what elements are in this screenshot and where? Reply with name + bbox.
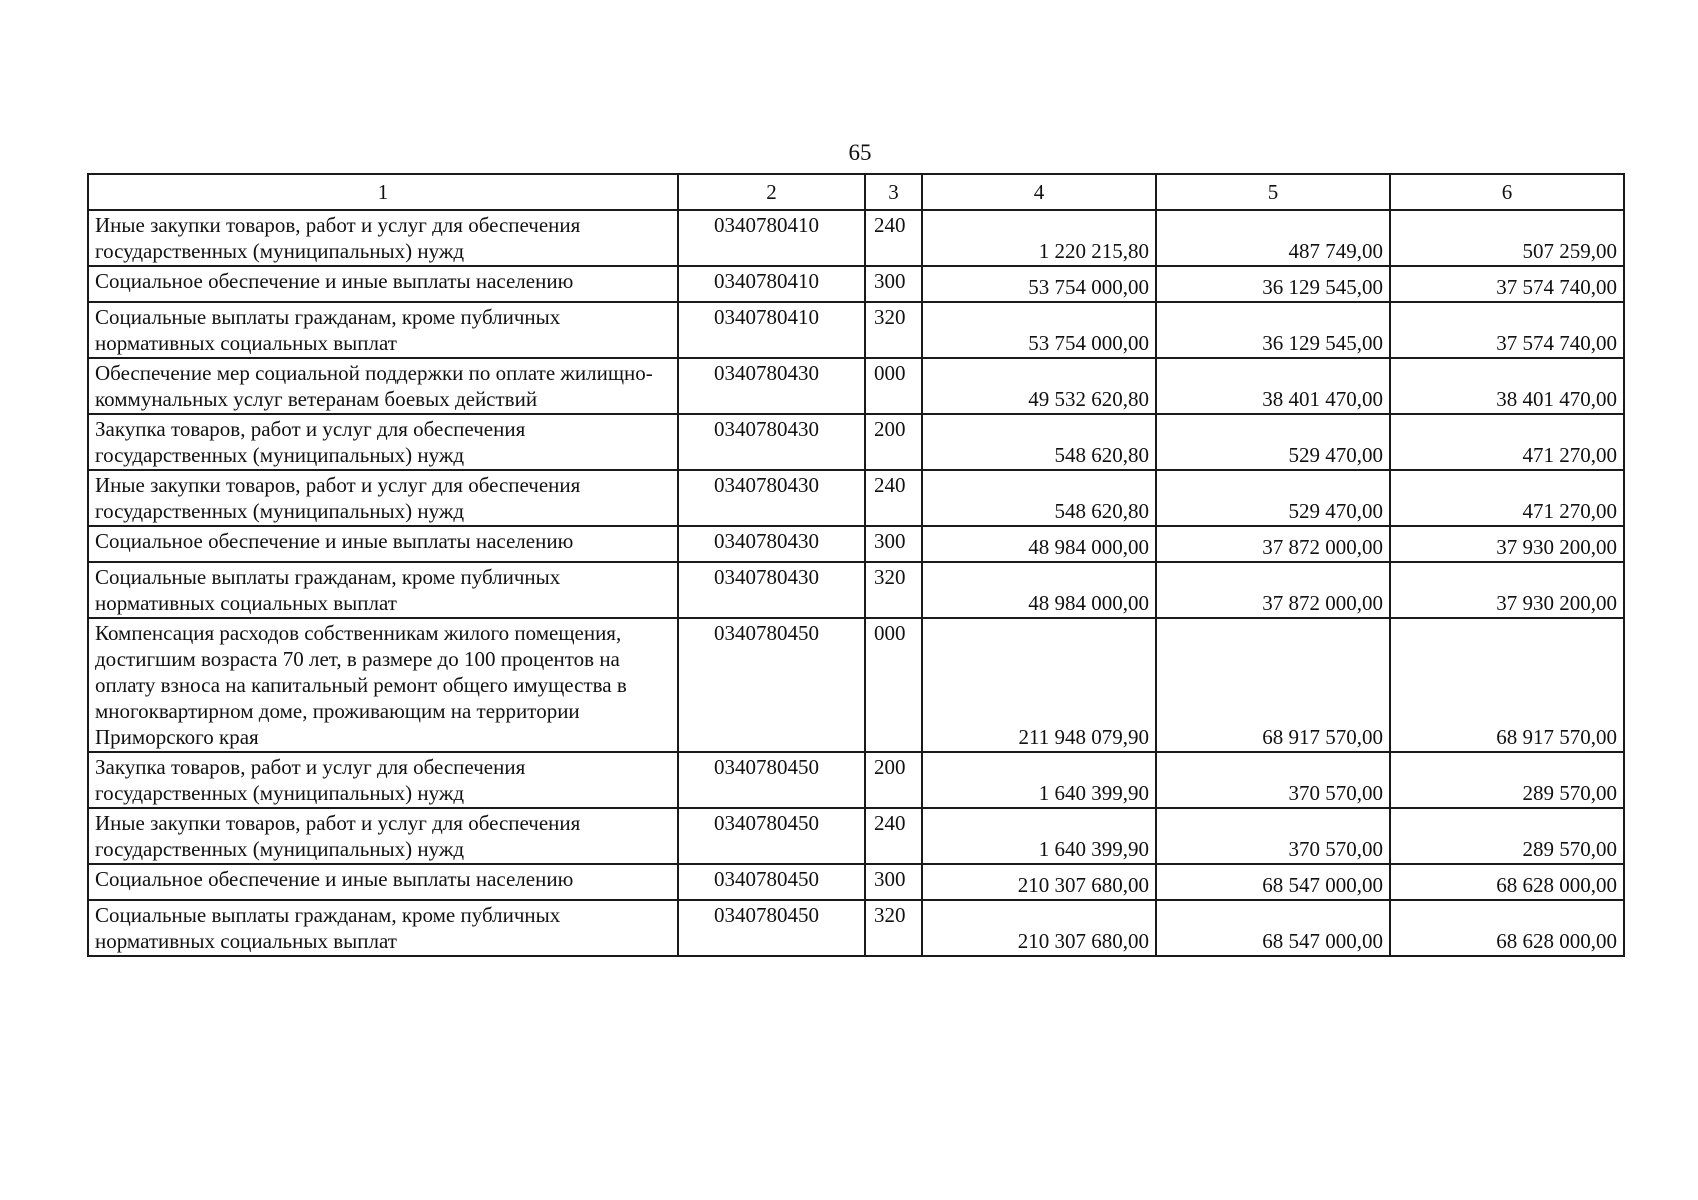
row-amount-col5: 37 872 000,00 (1156, 562, 1390, 618)
row-name-cell: Иные закупки товаров, работ и услуг для обеспечения государственных (муниципальных) нужд (88, 470, 678, 526)
row-name-cell: Иные закупки товаров, работ и услуг для обеспечения государственных (муниципальных) нужд (88, 808, 678, 864)
budget-table (87, 173, 1625, 957)
row-amount-col6: 471 270,00 (1390, 470, 1624, 526)
row-amount-col5: 38 401 470,00 (1156, 358, 1390, 414)
table-header-row (88, 174, 1624, 210)
row-type-cell: 300 (865, 864, 922, 900)
row-amount-col5: 487 749,00 (1156, 210, 1390, 266)
row-amount-col6: 471 270,00 (1390, 414, 1624, 470)
table-row (88, 414, 1624, 470)
row-code-cell: 0340780430 (678, 358, 865, 414)
row-amount-col6: 289 570,00 (1390, 808, 1624, 864)
row-code-cell: 0340780450 (678, 864, 865, 900)
row-amount-col6: 37 930 200,00 (1390, 562, 1624, 618)
table-row (88, 618, 1624, 752)
row-name-cell: Закупка товаров, работ и услуг для обеспечения государственных (муниципальных) нужд (88, 414, 678, 470)
row-type-cell: 200 (865, 414, 922, 470)
column-header: 3 (865, 174, 922, 210)
row-amount-col4: 48 984 000,00 (922, 562, 1156, 618)
table-row (88, 526, 1624, 562)
row-amount-col5: 37 872 000,00 (1156, 526, 1390, 562)
row-name-cell: Социальные выплаты гражданам, кроме публичных нормативных социальных выплат (88, 302, 678, 358)
row-type-cell: 320 (865, 900, 922, 956)
row-name-cell: Социальное обеспечение и иные выплаты населению (88, 864, 678, 900)
row-code-cell: 0340780450 (678, 618, 865, 752)
row-code-cell: 0340780430 (678, 562, 865, 618)
row-amount-col5: 529 470,00 (1156, 470, 1390, 526)
table-row (88, 900, 1624, 956)
row-code-cell: 0340780410 (678, 266, 865, 302)
table-row (88, 470, 1624, 526)
row-amount-col4: 1 640 399,90 (922, 808, 1156, 864)
table-row (88, 266, 1624, 302)
row-code-cell: 0340780450 (678, 752, 865, 808)
row-amount-col6: 37 574 740,00 (1390, 266, 1624, 302)
row-amount-col4: 210 307 680,00 (922, 864, 1156, 900)
row-name-cell: Иные закупки товаров, работ и услуг для обеспечения государственных (муниципальных) нужд (88, 210, 678, 266)
row-amount-col5: 68 917 570,00 (1156, 618, 1390, 752)
row-amount-col6: 68 628 000,00 (1390, 900, 1624, 956)
column-header: 5 (1156, 174, 1390, 210)
row-name-cell: Социальные выплаты гражданам, кроме публичных нормативных социальных выплат (88, 562, 678, 618)
table-row (88, 358, 1624, 414)
row-type-cell: 200 (865, 752, 922, 808)
row-amount-col4: 210 307 680,00 (922, 900, 1156, 956)
column-header: 6 (1390, 174, 1624, 210)
row-amount-col5: 370 570,00 (1156, 752, 1390, 808)
table-row (88, 864, 1624, 900)
row-name-cell: Компенсация расходов собственникам жилого помещения, достигшим возраста 70 лет, в размере до 100 процентов на оплату взноса на капитальный ремонт общего имущества в многоквартирном доме, проживающим на территории Приморского края (88, 618, 678, 752)
row-amount-col4: 1 220 215,80 (922, 210, 1156, 266)
table-row (88, 562, 1624, 618)
row-amount-col5: 36 129 545,00 (1156, 302, 1390, 358)
row-name-cell: Закупка товаров, работ и услуг для обеспечения государственных (муниципальных) нужд (88, 752, 678, 808)
row-type-cell: 300 (865, 266, 922, 302)
row-type-cell: 300 (865, 526, 922, 562)
row-amount-col4: 548 620,80 (922, 470, 1156, 526)
table-row (88, 752, 1624, 808)
row-type-cell: 320 (865, 562, 922, 618)
row-type-cell: 000 (865, 358, 922, 414)
row-amount-col4: 1 640 399,90 (922, 752, 1156, 808)
row-type-cell: 240 (865, 808, 922, 864)
row-code-cell: 0340780410 (678, 210, 865, 266)
row-amount-col6: 289 570,00 (1390, 752, 1624, 808)
row-amount-col5: 68 547 000,00 (1156, 864, 1390, 900)
column-header: 2 (678, 174, 865, 210)
row-amount-col4: 211 948 079,90 (922, 618, 1156, 752)
row-code-cell: 0340780430 (678, 526, 865, 562)
row-type-cell: 240 (865, 210, 922, 266)
column-header: 1 (88, 174, 678, 210)
row-code-cell: 0340780430 (678, 470, 865, 526)
row-amount-col6: 38 401 470,00 (1390, 358, 1624, 414)
row-code-cell: 0340780450 (678, 808, 865, 864)
page-number: 65 (848, 140, 872, 165)
column-header: 4 (922, 174, 1156, 210)
row-amount-col5: 68 547 000,00 (1156, 900, 1390, 956)
row-amount-col4: 53 754 000,00 (922, 302, 1156, 358)
row-amount-col4: 53 754 000,00 (922, 266, 1156, 302)
row-amount-col6: 37 574 740,00 (1390, 302, 1624, 358)
row-amount-col4: 49 532 620,80 (922, 358, 1156, 414)
table-row (88, 808, 1624, 864)
row-name-cell: Социальное обеспечение и иные выплаты населению (88, 526, 678, 562)
row-type-cell: 320 (865, 302, 922, 358)
row-name-cell: Социальное обеспечение и иные выплаты населению (88, 266, 678, 302)
row-amount-col5: 370 570,00 (1156, 808, 1390, 864)
row-amount-col5: 36 129 545,00 (1156, 266, 1390, 302)
row-amount-col4: 548 620,80 (922, 414, 1156, 470)
table-row (88, 302, 1624, 358)
row-name-cell: Обеспечение мер социальной поддержки по оплате жилищно-коммунальных услуг ветеранам боевых действий (88, 358, 678, 414)
row-name-cell: Социальные выплаты гражданам, кроме публичных нормативных социальных выплат (88, 900, 678, 956)
row-amount-col5: 529 470,00 (1156, 414, 1390, 470)
row-type-cell: 240 (865, 470, 922, 526)
row-amount-col6: 37 930 200,00 (1390, 526, 1624, 562)
row-amount-col6: 68 917 570,00 (1390, 618, 1624, 752)
row-code-cell: 0340780450 (678, 900, 865, 956)
row-code-cell: 0340780410 (678, 302, 865, 358)
row-type-cell: 000 (865, 618, 922, 752)
row-amount-col6: 507 259,00 (1390, 210, 1624, 266)
row-amount-col6: 68 628 000,00 (1390, 864, 1624, 900)
row-code-cell: 0340780430 (678, 414, 865, 470)
row-amount-col4: 48 984 000,00 (922, 526, 1156, 562)
table-row (88, 210, 1624, 266)
